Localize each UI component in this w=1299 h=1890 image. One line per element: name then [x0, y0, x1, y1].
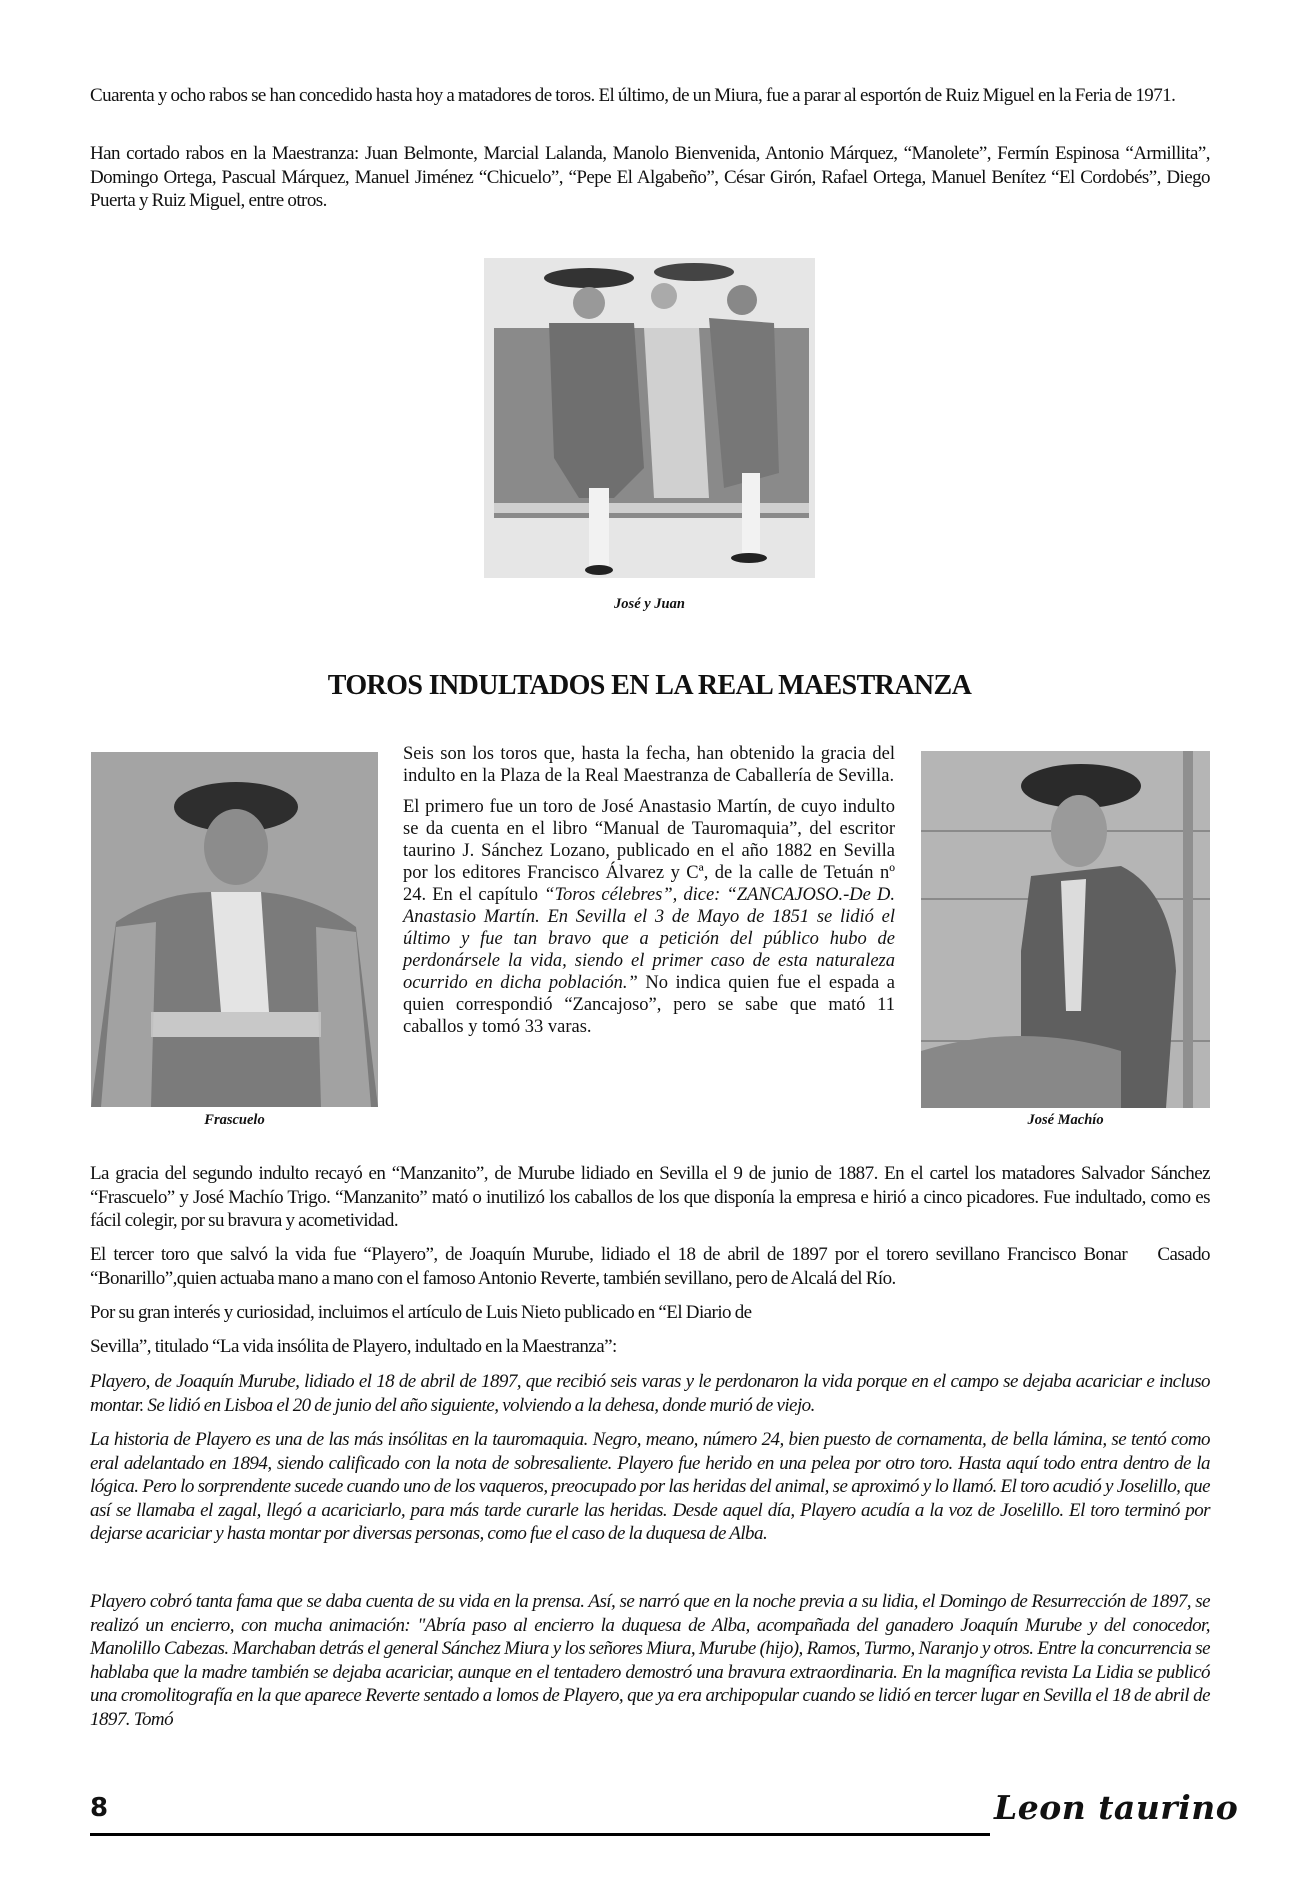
caption-jose-machio: José Machío — [1027, 1112, 1104, 1128]
paragraph-rabos-list: Han cortado rabos en la Maestranza: Juan Belmonte, Marcial Lalanda, Manolo Bienvenida, Antonio Márquez, “Manolete”, Fermín Espinosa “Armillita”, Domingo Ortega, Pascual Márquez, Manuel Jiménez “Chicuelo”, “Pepe El Algabeño”, César Girón, Rafael Ortega, Manuel Benítez “El Cordobés”, Diego Puerta y Ruiz Miguel, entre otros. — [90, 143, 1210, 211]
paragraph-playero-fame: Playero cobró tanta fama que se daba cuenta de su vida en la prensa. Así, se narró que en la noche previa a su lidia, el Domingo de Resurrección de 1897, se realizó un encierro, con mucha animación: "Abría paso al encierro la duquesa de Alba, acompañada del ganadero Joaquín Murube y del conocedor, Manolillo Cabezas. Marchaban detrás el general Sánchez Miura y los señores Miura, Murube (hijo), Ramos, Turmo, Naranjo y otros. Entre la concurrencia se hablaba que la madre también se dejaba acariciar, aunque en el tentadero demostró una bravura extraordinaria. En la magnífica revista La Lidia se publicó una cromolitografía en la que aparece Reverte sentado a lomos de Playero, que ya era archipopular cuando se lidió en tercer lugar en Sevilla el 18 de abril de 1897. Tomó — [90, 1591, 1210, 1730]
caption-frascuelo: Frascuelo — [204, 1112, 265, 1128]
publication-name: Leon taurino — [994, 1788, 1239, 1827]
paragraph-playero-history: La historia de Playero es una de las más insólitas en la tauromaquia. Negro, meano, número 24, bien puesto de cornamenta, de bella lámina, se tentó como eral adelantado en 1894, siendo calificado con la nota de sobresaliente. Playero fue herido en una pelea por otro toro. Hasta aquí todo entra dentro de la lógica. Pero lo sorprendente sucede cuando uno de los vaqueros, preocupado por las heridas del animal, se aproximó y lo llamó. El toro acudió y Joselillo, que así se llamaba el zagal, llegó a acariciarlo, para más tarde curarle las heridas. Desde aquel día, Playero acudía a la voz de Joselillo. El toro terminó por dejarse acariciar y hasta montar por diversas personas, como fue el caso de la duquesa de Alba. — [90, 1429, 1210, 1544]
paragraph-playero-intro: El tercer toro que salvó la vida fue “Playero”, de Joaquín Murube, lidiado el 18 de abril de 1897 por el torero sevillano Francisco Bonar Casado “Bonarillo”,quien actuaba mano a mano con el famoso Antonio Reverte, también sevillano, pero de Alcalá del Río. — [90, 1244, 1214, 1289]
caption-jose-y-juan: José y Juan — [614, 596, 685, 612]
zancajoso-text-b: No indica quien fue el espada a quien correspondió “Zancajoso”, pero se sabe que mató 11 caballos y tomó 33 varas. — [403, 973, 895, 1037]
zancajoso-quote: “Toros célebres”, dice: “ZANCAJOSO.-De D. Anastasio Martín. En Sevilla el 3 de Mayo de 1851 se lidió el último y fue tan bravo que a petición del público hubo de perdonársele la vida, siendo el primer caso de esta naturaleza ocurrido en dicha población.” — [403, 885, 895, 993]
page-number: 8 — [90, 1793, 109, 1823]
paragraph-luis-nieto: Por su gran interés y curiosidad, incluimos el artículo de Luis Nieto publicado en “El Diario de — [90, 1302, 752, 1323]
photo-frascuelo — [91, 752, 378, 1107]
zancajoso-text-a: El primero fue un toro de José Anastasio Martín, de cuyo indulto se da cuenta en el libro “Manual de Tauromaquia”, del escritor taurino J. Sánchez Lozano, publicado en el año 1882 en Sevilla por los editores Francisco Álvarez y Cª, de la calle de Tetuán nº 24. En el capítulo — [403, 797, 895, 905]
torero-portrait-icon — [921, 751, 1210, 1108]
paragraph-manzanito: La gracia del segundo indulto recayó en “Manzanito”, de Murube lidiado en Sevilla el 9 de junio de 1887. En el cartel los matadores Salvador Sánchez “Frascuelo” y José Machío Trigo. “Manzanito” mató o inutilizó los caballos de los que disponía la empresa e hirió a cinco picadores. Fue indultado, como es fácil colegir, por su bravura y acometividad. — [90, 1163, 1210, 1231]
paragraph-seis-toros: Seis son los toros que, hasta la fecha, han obtenido la gracia del indulto en la Plaza de la Real Maestranza de Caballería de Sevilla. — [403, 744, 895, 786]
paragraph-rabos-count: Cuarenta y ocho rabos se han concedido hasta hoy a matadores de toros. El último, de un Miura, fue a parar al esportón de Ruiz Miguel en la Feria de 1971. — [90, 85, 1176, 106]
paragraph-article-title: Sevilla”, titulado “La vida insólita de Playero, indultado en la Maestranza”: — [90, 1336, 617, 1357]
two-toreros-photo-icon — [484, 258, 815, 578]
article-column — [403, 743, 895, 1047]
photo-jose-machio — [921, 751, 1210, 1108]
paragraph-playero-summary: Playero, de Joaquín Murube, lidiado el 18 de abril de 1897, que recibió seis varas y le perdonaron la vida porque en el campo se dejaba acariciar e incluso montar. Se lidió en Lisboa el 20 de junio del año siguiente, volviendo a la dehesa, donde murió de viejo. — [90, 1371, 1210, 1416]
paragraph-zancajoso — [403, 796, 895, 1038]
footer-rule — [90, 1833, 990, 1836]
torero-portrait-icon — [91, 752, 378, 1107]
section-title: TOROS INDULTADOS EN LA REAL MAESTRANZA — [327, 670, 972, 701]
photo-jose-y-juan — [484, 258, 815, 578]
